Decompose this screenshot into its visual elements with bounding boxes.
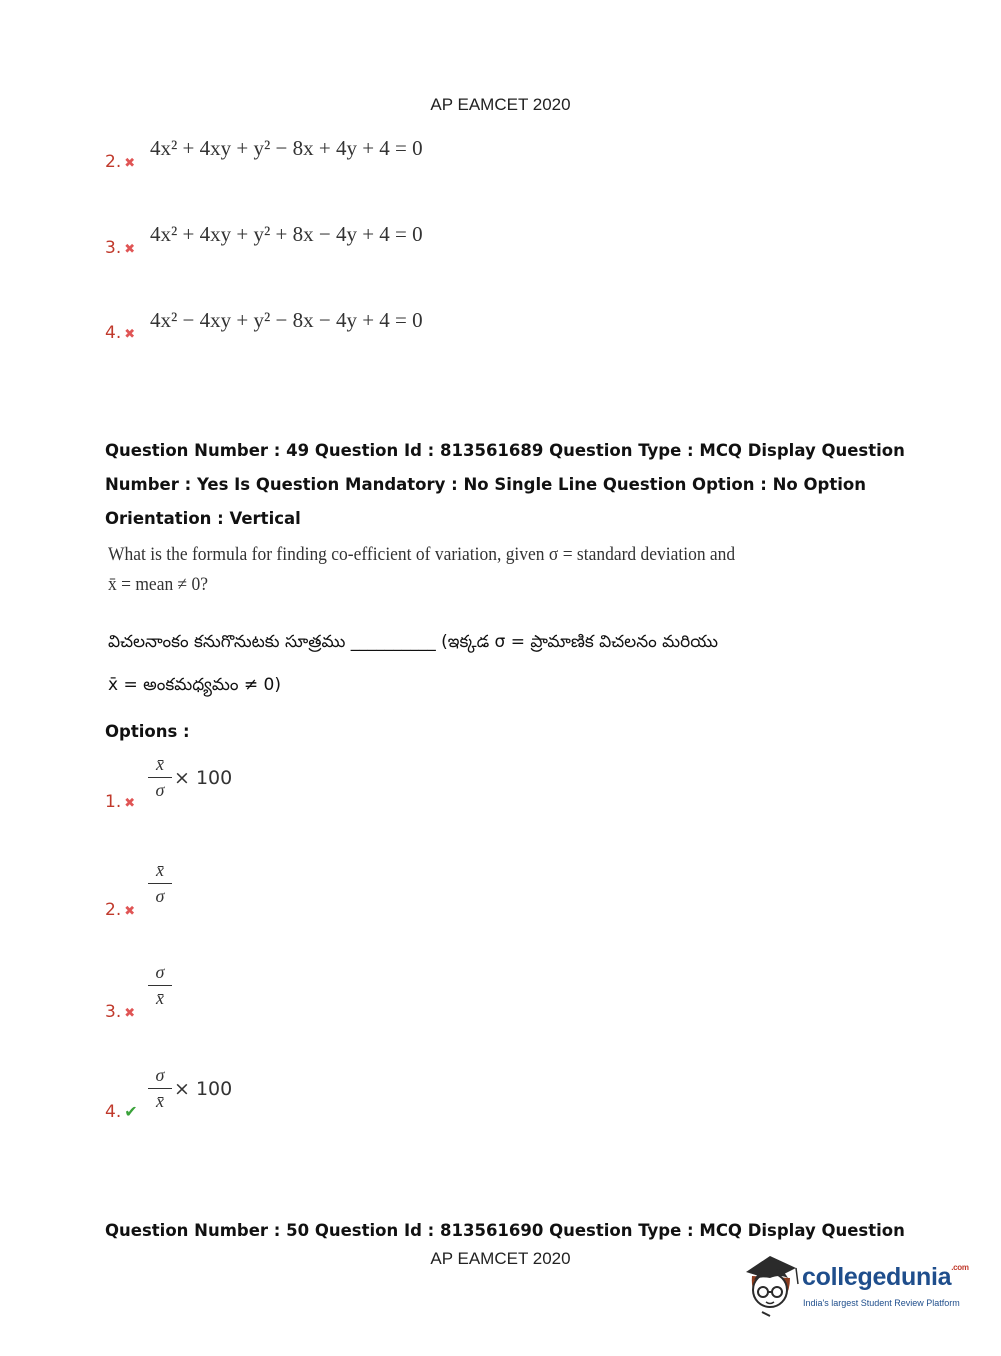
option-number: 1. (105, 792, 122, 812)
numerator: x̄ (156, 754, 164, 774)
q49-meta-line-2: Number : Yes Is Question Mandatory : No Single Line Question Option : No Option (105, 475, 866, 494)
wrong-mark-icon: ✖ (124, 155, 136, 170)
option-number: 3. (105, 1002, 122, 1022)
times-100: × 100 (174, 766, 233, 789)
q49-english-line-1: What is the formula for finding co-efficient of variation, given σ = standard deviation and (108, 544, 736, 565)
page-footer: AP EAMCET 2020 (430, 1249, 571, 1268)
correct-check-icon: ✔ (124, 1104, 138, 1121)
option-4-formula (148, 1065, 232, 1112)
option-3-formula (148, 962, 172, 1009)
prev-option-3-equation: 4x² + 4xy + y² + 8x − 4y + 4 = 0 (150, 222, 423, 246)
option-1 (105, 792, 135, 812)
wrong-mark-icon: ✖ (124, 241, 136, 256)
logo-tagline: India's largest Student Review Platform (803, 1298, 960, 1308)
option-2 (105, 900, 135, 920)
times-100: × 100 (174, 1077, 233, 1100)
option-number: 4. (105, 323, 122, 343)
denominator: x̄ (156, 988, 164, 1008)
wrong-mark-icon: ✖ (124, 326, 136, 341)
q49-english-line-2: x̄ = mean ≠ 0? (108, 574, 209, 595)
denominator: σ (155, 886, 165, 906)
denominator: σ (155, 780, 165, 800)
page-header: AP EAMCET 2020 (430, 95, 571, 114)
logo-name: collegedunia (802, 1263, 952, 1291)
option-number: 3. (105, 238, 122, 258)
option-3 (105, 1002, 135, 1022)
q50-meta-line-1: Question Number : 50 Question Id : 813561690 Question Type : MCQ Display Question (105, 1221, 905, 1240)
prev-option-2-equation: 4x² + 4xy + y² − 8x + 4y + 4 = 0 (150, 136, 423, 160)
option-number: 2. (105, 900, 122, 920)
prev-option-4-equation: 4x² − 4xy + y² − 8x − 4y + 4 = 0 (150, 308, 423, 332)
option-number: 4. (105, 1102, 122, 1122)
logo-suffix: .com (951, 1263, 969, 1272)
prev-option-3 (105, 238, 135, 258)
wrong-mark-icon: ✖ (124, 795, 136, 810)
option-2-formula (148, 860, 172, 907)
option-1-formula (148, 754, 232, 801)
wrong-mark-icon: ✖ (124, 1005, 136, 1020)
prev-option-2 (105, 152, 135, 172)
numerator: σ (155, 1065, 165, 1085)
q49-telugu-line-2: x̄ = అంకమధ్యమం ≠ 0) (108, 675, 281, 695)
options-label: Options : (105, 722, 190, 741)
denominator: x̄ (156, 1091, 164, 1111)
q49-telugu-line-1: విచలనాంకం కనుగొనుటకు సూత్రము __________ (ఇక్కడ σ = ప్రామాణిక విచలనం మరియు (108, 632, 718, 652)
numerator: x̄ (156, 860, 164, 880)
collegedunia-logo (740, 1250, 970, 1320)
mascot-icon (740, 1250, 802, 1318)
wrong-mark-icon: ✖ (124, 903, 136, 918)
prev-option-4 (105, 323, 135, 343)
numerator: σ (155, 962, 165, 982)
option-number: 2. (105, 152, 122, 172)
q49-meta-line-1: Question Number : 49 Question Id : 813561689 Question Type : MCQ Display Question (105, 441, 905, 460)
option-4 (105, 1102, 138, 1122)
q49-meta-line-3: Orientation : Vertical (105, 509, 301, 528)
